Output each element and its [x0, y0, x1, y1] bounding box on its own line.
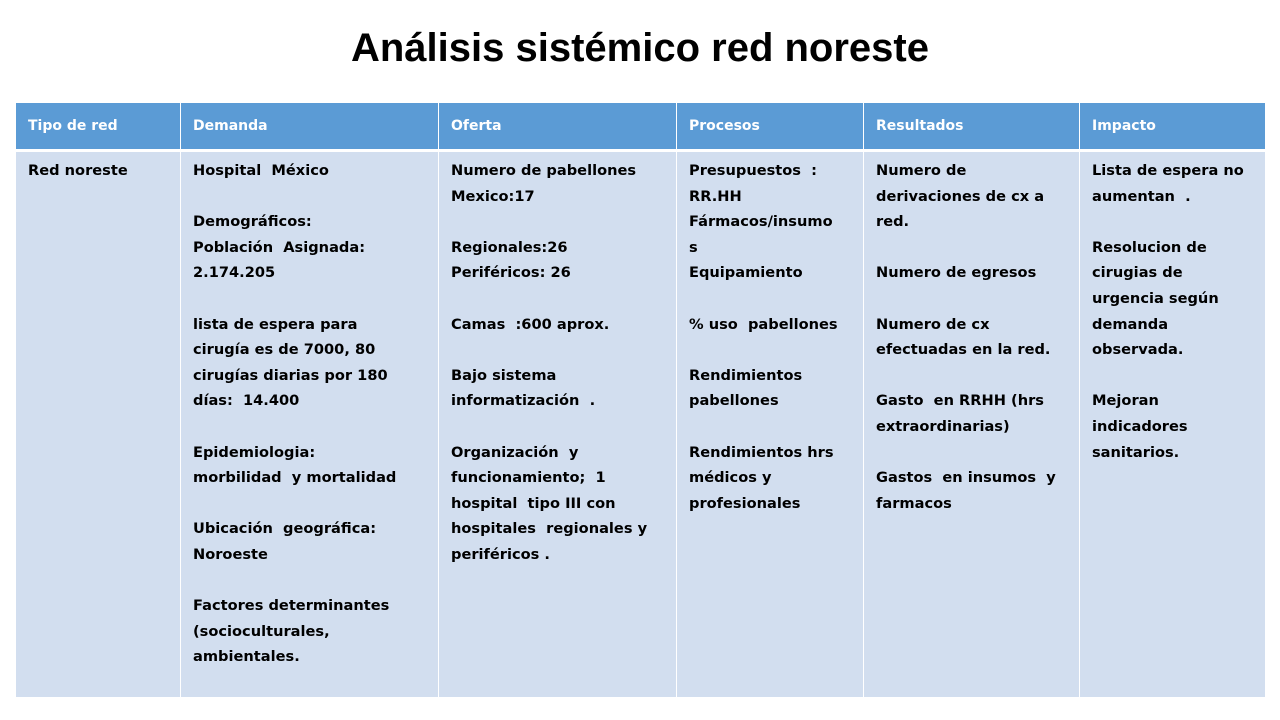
cell-demanda-text: Hospital México Demográficos: Población Asignada: 2.174.205 lista de espera para cirugía es de 7000, 80 cirugías diarias por 180 días: 14.400 Epidemiologia: morbilidad y mortalidad Ubicación geográfica: Noroeste Factores determinantes (socioculturales, ambientales.: [193, 162, 397, 666]
cell-oferta: [439, 151, 677, 698]
header-row: [16, 103, 1266, 151]
header-tipo-de-red: Tipo de red: [16, 103, 181, 151]
cell-resultados: [864, 151, 1080, 698]
header-impacto: Impacto: [1080, 103, 1266, 151]
header-procesos: Procesos: [677, 103, 864, 151]
analysis-table: [15, 102, 1266, 698]
cell-impacto-text: Lista de espera no aumentan . Resolucion de cirugias de urgencia según demanda observada. Mejoran indicadores sanitarios.: [1092, 162, 1244, 461]
cell-oferta-text: Numero de pabellones Mexico:17 Regionales:26 Periféricos: 26 Camas :600 aprox. Bajo sistema informatización . Organización y funcionamiento; 1 hospital tipo III con hospitales regionales y periféricos .: [451, 162, 648, 563]
cell-tipo-de-red: [16, 151, 181, 698]
cell-resultados-text: Numero de derivaciones de cx a red. Numero de egresos Numero de cx efectuadas en la red. Gasto en RRHH (hrs extraordinarias) Gastos en insumos y farmacos: [876, 162, 1056, 512]
page-title: Análisis sistémico red noreste: [350, 26, 929, 70]
table-row: [16, 151, 1266, 698]
header-resultados: Resultados: [864, 103, 1080, 151]
header-oferta: Oferta: [439, 103, 677, 151]
table-body: [16, 151, 1266, 698]
cell-procesos-text: Presupuestos : RR.HH Fármacos/insumo s Equipamiento % uso pabellones Rendimientos pabellones Rendimientos hrs médicos y profesionales: [689, 162, 838, 512]
cell-procesos: [677, 151, 864, 698]
table-header: [16, 103, 1266, 151]
cell-impacto: [1080, 151, 1266, 698]
cell-demanda: [181, 151, 439, 698]
cell-tipo-de-red-text: Red noreste: [28, 162, 128, 179]
header-demanda: Demanda: [181, 103, 439, 151]
